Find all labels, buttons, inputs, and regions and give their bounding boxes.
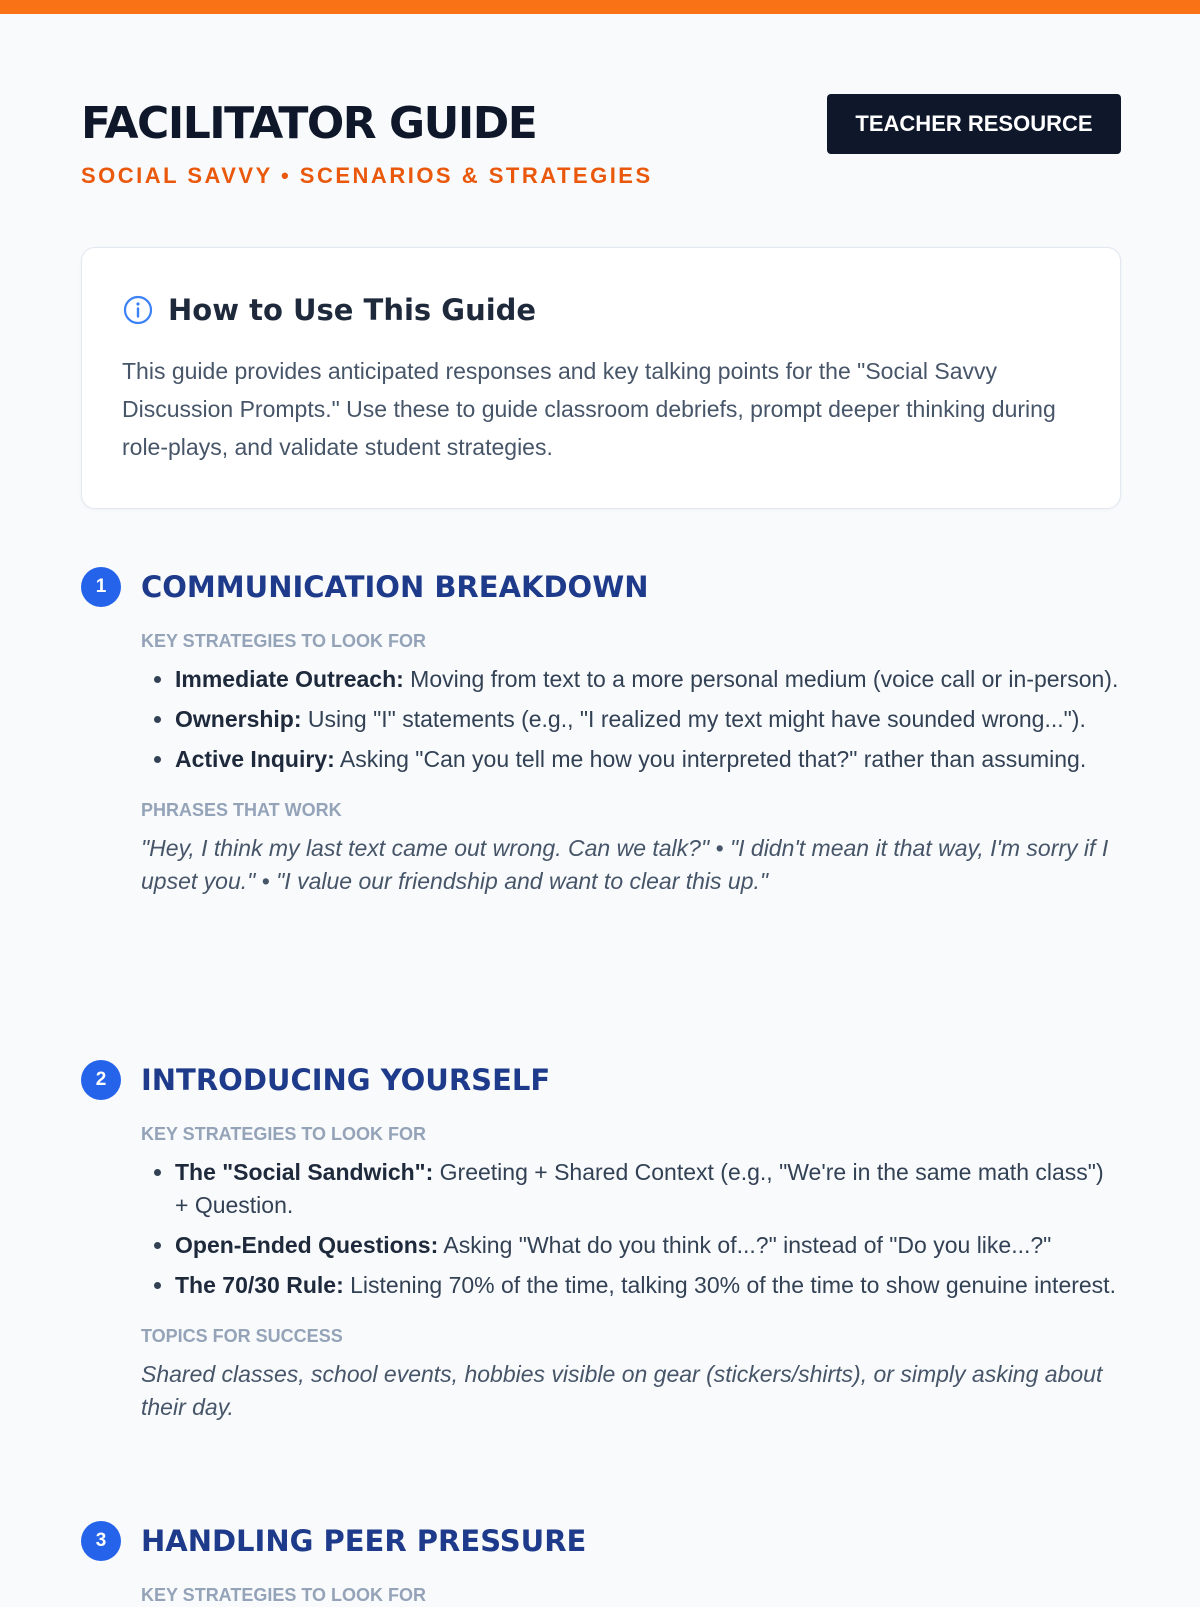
section-communication-breakdown <box>81 567 1121 898</box>
list-item <box>175 1156 1121 1222</box>
strategy-text: Moving from text to a more personal medium (voice call or in-person). <box>403 666 1119 692</box>
strategy-term: Open-Ended Questions: <box>175 1232 439 1258</box>
section-number-badge: 3 <box>81 1521 121 1561</box>
section-title: HANDLING PEER PRESSURE <box>141 1524 587 1558</box>
strategy-text: Asking "Can you tell me how you interpreted that?" rather than assuming. <box>334 746 1087 772</box>
page-subtitle: SOCIAL SAVVY • SCENARIOS & STRATEGIES <box>81 163 653 188</box>
strategy-text: Using "I" statements (e.g., "I realized my text might have sounded wrong..."). <box>301 706 1086 732</box>
strategies-label: KEY STRATEGIES TO LOOK FOR <box>141 1585 427 1605</box>
strategy-term: The 70/30 Rule: <box>175 1272 344 1298</box>
section-title: COMMUNICATION BREAKDOWN <box>141 570 649 604</box>
card-title: How to Use This Guide <box>168 293 537 327</box>
section-body <box>141 1583 1121 1607</box>
list-item <box>175 743 1121 776</box>
section-body <box>141 1122 1121 1424</box>
strategy-text: Listening 70% of the time, talking 30% of the time to show genuine interest. <box>343 1272 1116 1298</box>
strategy-text: Greeting + Shared Context (e.g., "We're in the same math class") + Question. <box>175 1159 1104 1218</box>
section-title: INTRODUCING YOURSELF <box>141 1063 551 1097</box>
strategies-label: KEY STRATEGIES TO LOOK FOR <box>141 1124 427 1144</box>
strategies-list <box>141 663 1121 776</box>
section-handling-peer-pressure <box>81 1521 1121 1607</box>
list-item <box>175 1229 1121 1262</box>
strategy-term: Ownership: <box>175 706 302 732</box>
section-body <box>141 629 1121 898</box>
topics-text: Shared classes, school events, hobbies visible on gear (stickers/shirts), or simply asking about their day. <box>141 1361 1103 1420</box>
section-number-badge: 2 <box>81 1060 121 1100</box>
section-header <box>81 567 1121 607</box>
strategy-term: Active Inquiry: <box>175 746 335 772</box>
strategies-list <box>141 1156 1121 1302</box>
section-introducing-yourself <box>81 1060 1121 1424</box>
how-to-use-card <box>81 247 1121 509</box>
strategy-text: Asking "What do you think of...?" instead of "Do you like...?" <box>438 1232 1052 1258</box>
section-header <box>81 1060 1121 1100</box>
section-header <box>81 1521 1121 1561</box>
list-item <box>175 663 1121 696</box>
card-header <box>122 290 536 330</box>
section-number-badge: 1 <box>81 567 121 607</box>
page-header <box>81 98 1121 198</box>
card-body: This guide provides anticipated responses and key talking points for the "Social Savvy Discussion Prompts." Use these to guide classroom debriefs, prompt deeper thinking during role-plays, and validate student strategies. <box>122 358 1056 460</box>
topics-label: TOPICS FOR SUCCESS <box>141 1326 343 1346</box>
teacher-resource-badge: TEACHER RESOURCE <box>827 94 1121 154</box>
strategy-term: The "Social Sandwich": <box>175 1159 434 1185</box>
strategies-label: KEY STRATEGIES TO LOOK FOR <box>141 631 427 651</box>
strategy-term: Immediate Outreach: <box>175 666 404 692</box>
list-item <box>175 703 1121 736</box>
phrases-label: PHRASES THAT WORK <box>141 800 342 820</box>
info-icon <box>122 294 154 326</box>
top-accent-bar <box>0 0 1200 14</box>
page-title: FACILITATOR GUIDE <box>81 98 537 149</box>
list-item <box>175 1269 1121 1302</box>
phrases-text: "Hey, I think my last text came out wrong. Can we talk?" • "I didn't mean it that way, I'm sorry if I upset you." • "I value our friendship and want to clear this up." <box>141 835 1109 894</box>
